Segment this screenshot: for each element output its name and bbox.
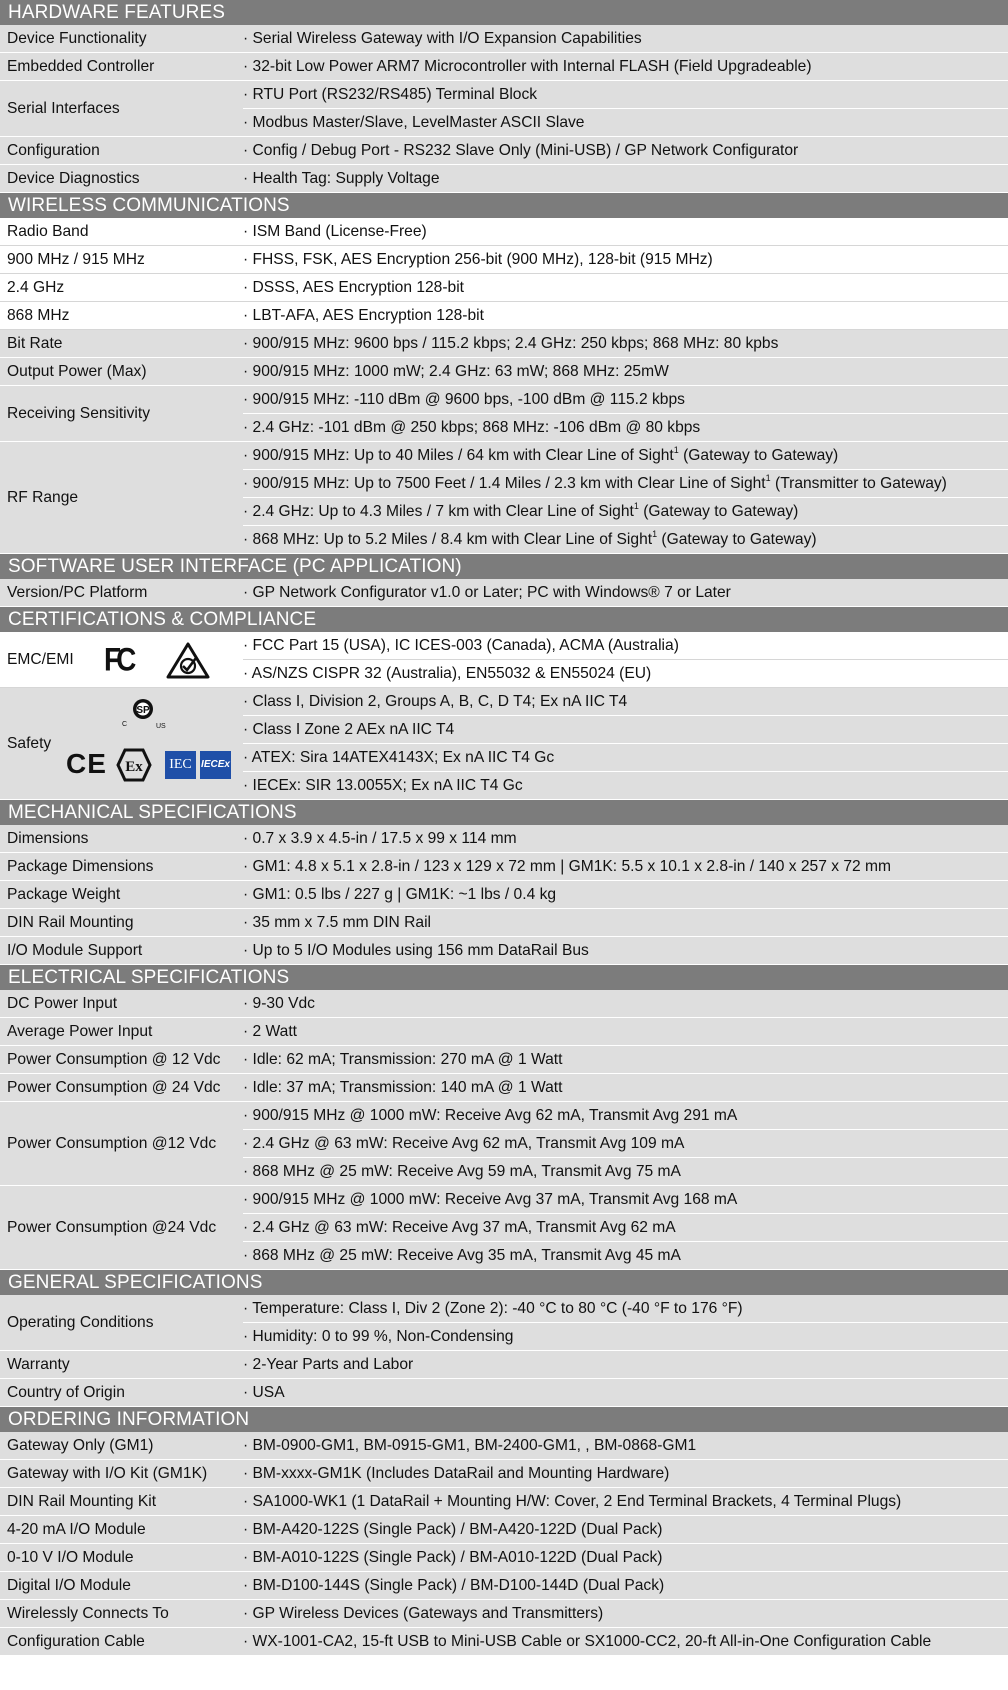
spec-values — [243, 1102, 1008, 1186]
iecex-logo: IECEx — [200, 751, 231, 779]
spec-value: · 900/915 MHz: -110 dBm @ 9600 bps, -100 dBm @ 115.2 kbps — [243, 386, 1008, 414]
spec-value: · 900/915 MHz: 9600 bps / 115.2 kbps; 2.4 GHz: 250 kbps; 868 MHz: 80 kpbs — [243, 335, 779, 352]
spec-label: Safety — [7, 735, 52, 752]
spec-row-embedded-controller — [0, 53, 1008, 81]
spec-value: · ISM Band (License-Free) — [243, 223, 427, 240]
spec-values — [243, 137, 1008, 165]
spec-value: · Class I Zone 2 AEx nA IIC T4 — [243, 716, 1008, 744]
spec-label: Device Functionality — [7, 30, 147, 47]
spec-row-country-of-origin — [0, 1379, 1008, 1407]
spec-label: Gateway Only (GM1) — [7, 1437, 154, 1454]
spec-label: Package Weight — [7, 886, 121, 903]
spec-label: 4-20 mA I/O Module — [7, 1521, 146, 1538]
rcm-compliance-icon — [166, 642, 210, 680]
spec-label: 900 MHz / 915 MHz — [7, 251, 145, 268]
spec-value: · GP Wireless Devices (Gateways and Transmitters) — [243, 1605, 604, 1622]
spec-label: 868 MHz — [7, 307, 70, 324]
spec-values — [243, 1600, 1008, 1628]
spec-row-operating-conditions — [0, 1295, 1008, 1351]
fcc-logo: FC — [104, 641, 132, 678]
spec-values — [243, 1186, 1008, 1270]
spec-value: · DSSS, AES Encryption 128-bit — [243, 279, 465, 296]
ce-mark: CE — [66, 748, 107, 779]
spec-values — [243, 25, 1008, 53]
spec-label: Power Consumption @ 24 Vdc — [7, 1079, 221, 1096]
spec-label: Configuration Cable — [7, 1633, 145, 1650]
spec-values — [243, 632, 1008, 688]
spec-label: Gateway with I/O Kit (GM1K) — [7, 1465, 208, 1482]
spec-value: · GM1: 0.5 lbs / 227 g | GM1K: ~1 lbs / 0.4 kg — [243, 886, 557, 903]
spec-row-gateway-with-i-o-kit-gm1k — [0, 1460, 1008, 1488]
spec-values — [243, 1544, 1008, 1572]
spec-value: · 2 Watt — [243, 1023, 298, 1040]
spec-values — [243, 825, 1008, 853]
spec-value: · 0.7 x 3.9 x 4.5-in / 17.5 x 99 x 114 mm — [243, 830, 517, 847]
spec-label: Serial Interfaces — [7, 100, 120, 117]
spec-row-digital-i-o-module — [0, 1572, 1008, 1600]
spec-values — [243, 330, 1008, 358]
spec-value: · 868 MHz @ 25 mW: Receive Avg 35 mA, Transmit Avg 45 mA — [243, 1247, 681, 1264]
spec-label: Country of Origin — [7, 1384, 125, 1401]
section-header-general-specifications: GENERAL SPECIFICATIONS — [0, 1270, 1008, 1295]
spec-row-din-rail-mounting — [0, 909, 1008, 937]
spec-row-warranty — [0, 1351, 1008, 1379]
spec-value: · Idle: 37 mA; Transmission: 140 mA @ 1 Watt — [243, 1079, 563, 1096]
spec-value: · 2-Year Parts and Labor — [243, 1356, 414, 1373]
spec-values — [243, 53, 1008, 81]
spec-values — [243, 1488, 1008, 1516]
section-header-software-user-interface-pc-application: SOFTWARE USER INTERFACE (PC APPLICATION) — [0, 554, 1008, 579]
spec-row-bit-rate — [0, 330, 1008, 358]
spec-values — [243, 1379, 1008, 1407]
spec-value: · RTU Port (RS232/RS485) Terminal Block — [243, 81, 1008, 109]
spec-values — [243, 358, 1008, 386]
spec-row-version-pc-platform — [0, 579, 1008, 607]
spec-row-i-o-module-support — [0, 937, 1008, 965]
spec-values — [243, 688, 1008, 800]
spec-value: · 900/915 MHz: Up to 40 Miles / 64 km with Clear Line of Sight$^1$ (Gateway to Gateway) — [243, 442, 1008, 470]
spec-values — [243, 1295, 1008, 1351]
spec-label: EMC/EMI — [7, 651, 74, 668]
spec-value: · BM-D100-144S (Single Pack) / BM-D100-144D (Dual Pack) — [243, 1577, 665, 1594]
svg-text:SP: SP — [136, 705, 150, 716]
spec-row-package-dimensions — [0, 853, 1008, 881]
spec-value: · Humidity: 0 to 99 %, Non-Condensing — [243, 1328, 514, 1345]
spec-value: · 2.4 GHz @ 63 mW: Receive Avg 37 mA, Transmit Avg 62 mA — [243, 1214, 1008, 1242]
spec-label: Power Consumption @24 Vdc — [7, 1219, 217, 1236]
spec-value: · Modbus Master/Slave, LevelMaster ASCII Slave — [243, 114, 585, 131]
spec-label: DIN Rail Mounting — [7, 914, 134, 931]
spec-value: · BM-A010-122S (Single Pack) / BM-A010-122D (Dual Pack) — [243, 1549, 663, 1566]
spec-label: I/O Module Support — [7, 942, 143, 959]
spec-label: Wirelessly Connects To — [7, 1605, 169, 1622]
spec-label: RF Range — [7, 489, 79, 506]
spec-value: · GP Network Configurator v1.0 or Later; PC with Windows® 7 or Later — [243, 584, 731, 601]
spec-value: · Class I, Division 2, Groups A, B, C, D T4; Ex nA IIC T4 — [243, 688, 1008, 716]
spec-values — [243, 990, 1008, 1018]
spec-label: 0-10 V I/O Module — [7, 1549, 134, 1566]
spec-row-900-mhz-915-mhz — [0, 246, 1008, 274]
spec-label: Operating Conditions — [7, 1314, 154, 1331]
spec-values — [243, 274, 1008, 302]
spec-value: · Up to 5 I/O Modules using 156 mm DataRail Bus — [243, 942, 589, 959]
spec-row-gateway-only-gm1 — [0, 1432, 1008, 1460]
spec-values — [243, 853, 1008, 881]
spec-row-serial-interfaces — [0, 81, 1008, 137]
spec-value: · Idle: 62 mA; Transmission: 270 mA @ 1 Watt — [243, 1051, 563, 1068]
spec-value: · 900/915 MHz: Up to 7500 Feet / 1.4 Miles / 2.3 km with Clear Line of Sight$^1$ (Transmitter to Gateway) — [243, 470, 1008, 498]
spec-label: Embedded Controller — [7, 58, 155, 75]
spec-row-configuration — [0, 137, 1008, 165]
spec-row-radio-band — [0, 218, 1008, 246]
spec-row-output-power-max — [0, 358, 1008, 386]
spec-label: Bit Rate — [7, 335, 63, 352]
spec-row-power-consumption-12-vdc — [0, 1102, 1008, 1186]
spec-row-4-20-ma-i-o-module — [0, 1516, 1008, 1544]
spec-label: Average Power Input — [7, 1023, 153, 1040]
spec-values — [243, 1572, 1008, 1600]
spec-label: DC Power Input — [7, 995, 118, 1012]
spec-value: · FHSS, FSK, AES Encryption 256-bit (900 MHz), 128-bit (915 MHz) — [243, 251, 713, 268]
spec-value: · 2.4 GHz @ 63 mW: Receive Avg 62 mA, Transmit Avg 109 mA — [243, 1130, 1008, 1158]
spec-value: · 900/915 MHz: 1000 mW; 2.4 GHz: 63 mW; 868 MHz: 25mW — [243, 363, 669, 380]
spec-value: · Temperature: Class I, Div 2 (Zone 2): -40 °C to 80 °C (-40 °F to 176 °F) — [243, 1295, 1008, 1323]
spec-value: · 32-bit Low Power ARM7 Microcontroller with Internal FLASH (Field Upgradeable) — [243, 58, 812, 75]
atex-ex-icon — [116, 748, 152, 782]
spec-value: · SA1000-WK1 (1 DataRail + Mounting H/W: Cover, 2 End Terminal Brackets, 4 Terminal Plugs) — [243, 1493, 902, 1510]
spec-value: · ATEX: Sira 14ATEX4143X; Ex nA IIC T4 Gc — [243, 744, 1008, 772]
spec-row-dimensions — [0, 825, 1008, 853]
spec-values — [243, 246, 1008, 274]
section-header-certifications-compliance: CERTIFICATIONS & COMPLIANCE — [0, 607, 1008, 632]
spec-value: · 9-30 Vdc — [243, 995, 315, 1012]
spec-value: · AS/NZS CISPR 32 (Australia), EN55032 & EN55024 (EU) — [243, 665, 652, 682]
spec-row-2-4-ghz — [0, 274, 1008, 302]
spec-values — [243, 909, 1008, 937]
spec-label: Receiving Sensitivity — [7, 405, 151, 422]
row-divider — [0, 1655, 1008, 1656]
csa-us-mark: US — [156, 723, 166, 730]
spec-values — [243, 1460, 1008, 1488]
spec-value: · 900/915 MHz @ 1000 mW: Receive Avg 62 mA, Transmit Avg 291 mA — [243, 1102, 1008, 1130]
section-header-ordering-information: ORDERING INFORMATION — [0, 1407, 1008, 1432]
spec-label: Output Power (Max) — [7, 363, 147, 380]
spec-row-868-mhz — [0, 302, 1008, 330]
spec-values — [243, 386, 1008, 442]
spec-value: · BM-0900-GM1, BM-0915-GM1, BM-2400-GM1, , BM-0868-GM1 — [243, 1437, 697, 1454]
spec-values — [243, 218, 1008, 246]
spec-label: Configuration — [7, 142, 100, 159]
spec-value: · FCC Part 15 (USA), IC ICES-003 (Canada), ACMA (Australia) — [243, 632, 1008, 660]
spec-value: · WX-1001-CA2, 15-ft USB to Mini-USB Cable or SX1000-CC2, 20-ft All-in-One Configuration Cable — [243, 1633, 932, 1650]
iec-logo: IEC — [165, 751, 196, 779]
spec-row-emc-emi — [0, 632, 1008, 688]
spec-label: Version/PC Platform — [7, 584, 148, 601]
spec-values — [243, 1018, 1008, 1046]
spec-value: · Serial Wireless Gateway with I/O Expansion Capabilities — [243, 30, 642, 47]
spec-value: · 35 mm x 7.5 mm DIN Rail — [243, 914, 432, 931]
spec-values — [243, 937, 1008, 965]
spec-value: · GM1: 4.8 x 5.1 x 2.8-in / 123 x 129 x 72 mm | GM1K: 5.5 x 10.1 x 2.8-in / 140 x 257 x 72 mm — [243, 858, 892, 875]
spec-values — [243, 165, 1008, 193]
spec-value: · BM-xxxx-GM1K (Includes DataRail and Mounting Hardware) — [243, 1465, 670, 1482]
spec-values — [243, 1351, 1008, 1379]
spec-value: · 868 MHz: Up to 5.2 Miles / 8.4 km with Clear Line of Sight$^1$ (Gateway to Gateway) — [243, 529, 817, 548]
spec-row-power-consumption-24-vdc — [0, 1074, 1008, 1102]
spec-label: Power Consumption @ 12 Vdc — [7, 1051, 221, 1068]
spec-label: 2.4 GHz — [7, 279, 65, 296]
spec-values — [243, 442, 1008, 554]
section-header-wireless-communications: WIRELESS COMMUNICATIONS — [0, 193, 1008, 218]
spec-values — [243, 1046, 1008, 1074]
spec-row-receiving-sensitivity — [0, 386, 1008, 442]
spec-value: · Health Tag: Supply Voltage — [243, 170, 440, 187]
spec-values — [243, 81, 1008, 137]
spec-label: Package Dimensions — [7, 858, 154, 875]
spec-values — [243, 1432, 1008, 1460]
svg-text:Ex: Ex — [125, 759, 143, 775]
spec-row-0-10-v-i-o-module — [0, 1544, 1008, 1572]
spec-row-average-power-input — [0, 1018, 1008, 1046]
spec-row-rf-range — [0, 442, 1008, 554]
spec-label: DIN Rail Mounting Kit — [7, 1493, 157, 1510]
spec-value: · 868 MHz @ 25 mW: Receive Avg 59 mA, Transmit Avg 75 mA — [243, 1163, 681, 1180]
spec-values — [243, 881, 1008, 909]
spec-values — [243, 1516, 1008, 1544]
csa-c-mark: C — [122, 721, 128, 728]
section-header-electrical-specifications: ELECTRICAL SPECIFICATIONS — [0, 965, 1008, 990]
spec-row-power-consumption-24-vdc — [0, 1186, 1008, 1270]
spec-row-device-diagnostics — [0, 165, 1008, 193]
spec-values — [243, 579, 1008, 607]
spec-row-wirelessly-connects-to — [0, 1600, 1008, 1628]
spec-row-power-consumption-12-vdc — [0, 1046, 1008, 1074]
spec-value: · IECEx: SIR 13.0055X; Ex nA IIC T4 Gc — [243, 777, 523, 794]
spec-row-device-functionality — [0, 25, 1008, 53]
spec-values — [243, 302, 1008, 330]
spec-values — [243, 1074, 1008, 1102]
spec-row-package-weight — [0, 881, 1008, 909]
spec-label: Dimensions — [7, 830, 89, 847]
spec-value: · 2.4 GHz: -101 dBm @ 250 kbps; 868 MHz: -106 dBm @ 80 kbps — [243, 419, 701, 436]
section-header-mechanical-specifications: MECHANICAL SPECIFICATIONS — [0, 800, 1008, 825]
spec-value: · Config / Debug Port - RS232 Slave Only (Mini-USB) / GP Network Configurator — [243, 142, 799, 159]
spec-label: Device Diagnostics — [7, 170, 140, 187]
spec-value: · BM-A420-122S (Single Pack) / BM-A420-122D (Dual Pack) — [243, 1521, 663, 1538]
spec-label: Warranty — [7, 1356, 70, 1373]
spec-row-dc-power-input — [0, 990, 1008, 1018]
spec-values — [243, 1628, 1008, 1656]
spec-row-configuration-cable — [0, 1628, 1008, 1656]
spec-value: · USA — [243, 1384, 285, 1401]
spec-row-din-rail-mounting-kit — [0, 1488, 1008, 1516]
spec-value: · 900/915 MHz @ 1000 mW: Receive Avg 37 mA, Transmit Avg 168 mA — [243, 1186, 1008, 1214]
section-header-hardware-features: HARDWARE FEATURES — [0, 0, 1008, 25]
spec-label: Radio Band — [7, 223, 89, 240]
spec-value: · LBT-AFA, AES Encryption 128-bit — [243, 307, 484, 324]
spec-row-safety — [0, 688, 1008, 800]
spec-value: · 2.4 GHz: Up to 4.3 Miles / 7 km with Clear Line of Sight$^1$ (Gateway to Gateway) — [243, 498, 1008, 526]
spec-label: Digital I/O Module — [7, 1577, 131, 1594]
spec-label: Power Consumption @12 Vdc — [7, 1135, 217, 1152]
